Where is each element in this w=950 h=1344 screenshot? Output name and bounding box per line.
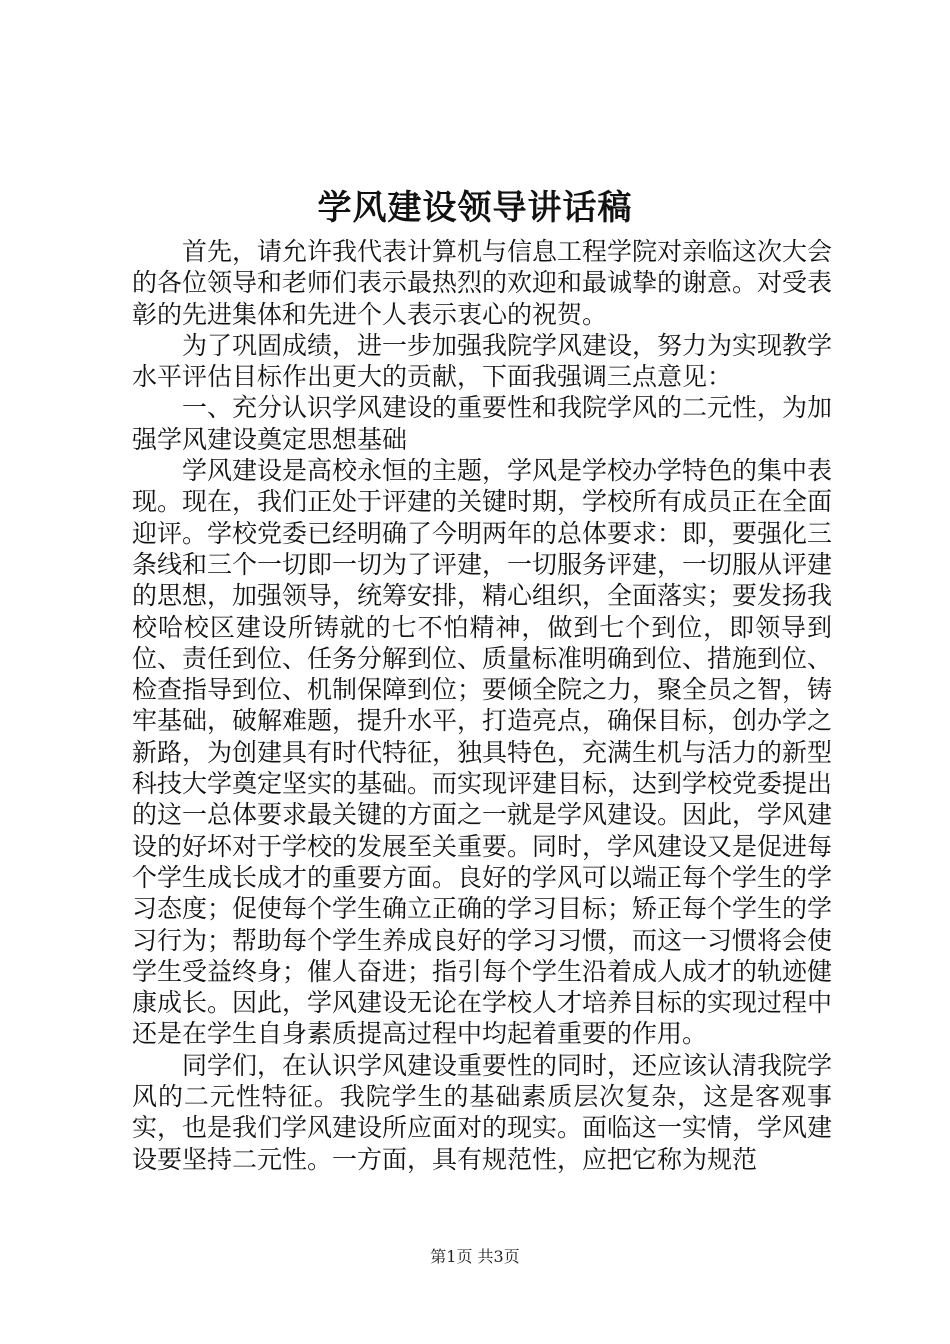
- section-heading-one: 一、充分认识学风建设的重要性和我院学风的二元性，为加强学风建设奠定思想基础: [132, 393, 833, 454]
- paragraph-intro: 为了巩固成绩，进一步加强我院学风建设，努力为实现教学水平评估目标作出更大的贡献，下面我强调三点意见：: [132, 330, 833, 392]
- paragraph-importance: 学风建设是高校永恒的主题，学风是学校办学特色的集中表现。现在，我们正处于评建的关键时期，学校所有成员正在全面迎评。学校党委已经明确了今明两年的总体要求：即，要强化三条线和三个一切即一切为了评建，一切服务评建，一切服从评建的思想，加强领导，统筹安排，精心组织，全面落实；要发扬我校哈校区建设所铸就的七不怕精神，做到七个到位，即领导到位、责任到位、任务分解到位、质量标准明确到位、措施到位、检查指导到位、机制保障到位；要倾全院之力，聚全员之智，铸牢基础，破解难题，提升水平，打造亮点，确保目标，创办学之新路，为创建具有时代特征，独具特色，充满生机与活力的新型科技大学奠定坚实的基础。而实现评建目标，达到学校党委提出的这一总体要求最关键的方面之一就是学风建设。因此，学风建设的好坏对于学校的发展至关重要。同时，学风建设又是促进每个学生成长成才的重要方面。良好的学风可以端正每个学生的学习态度；促使每个学生确立正确的学习目标；矫正每个学生的学习行为；帮助每个学生养成良好的学习习惯，而这一习惯将会使学生受益终身；催人奋进；指引每个学生沿着成人成才的轨迹健康成长。因此，学风建设无论在学校人才培养目标的实现过程中还是在学生自身素质提高过程中均起着重要的作用。: [132, 456, 833, 1049]
- document-title: 学风建设领导讲话稿: [317, 188, 633, 228]
- paragraph-greeting: 首先，请允许我代表计算机与信息工程学院对亲临这次大会的各位领导和老师们表示最热烈的欢迎和最诚挚的谢意。对受表彰的先进集体和先进个人表示衷心的祝贺。: [132, 237, 833, 329]
- page-footer: 第1页 共3页: [430, 1247, 520, 1266]
- paragraph-duality: 同学们，在认识学风建设重要性的同时，还应该认清我院学风的二元性特征。我院学生的基础素质层次复杂，这是客观事实，也是我们学风建设所应面对的现实。面临这一实情，学风建设要坚持二元性。一方面，具有规范性，应把它称为规范: [132, 1050, 833, 1174]
- document-body: [132, 236, 832, 1175]
